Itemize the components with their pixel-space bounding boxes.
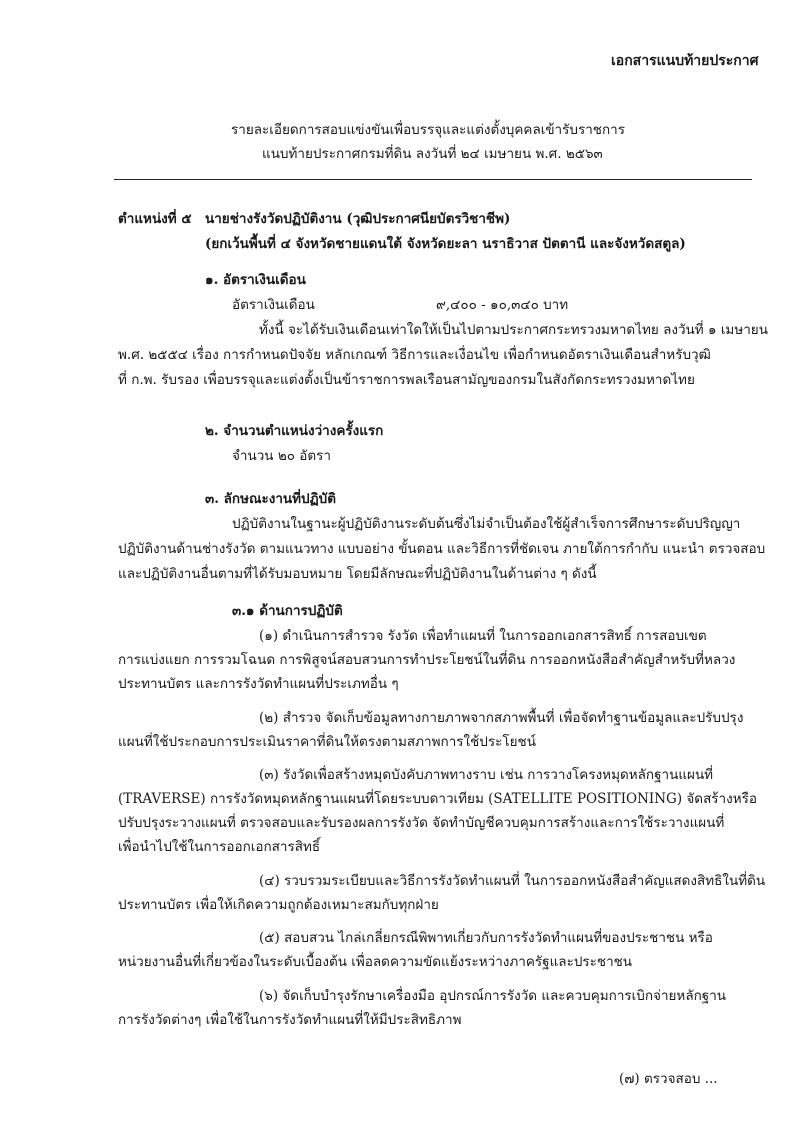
duty-item-line: (TRAVERSE) การรังวัดหมุดหลักฐานแผนที่โดยระบบดาวเทียม (SATELLITE POSITIONING) จัดสร้างหรือ xyxy=(118,791,757,807)
s3-line: ปฏิบัติงานด้านช่างรังวัด ตามแนวทาง แบบอย่าง ขั้นตอน และวิธีการที่ชัดเจน ภายใต้การกำกับ แนะนำ ตรวจสอบ xyxy=(118,541,766,557)
header-line-1: รายละเอียดการสอบแข่งขันเพื่อบรรจุและแต่งตั้งบุคคลเข้ารับราชการ xyxy=(231,122,625,138)
s1-line: ทั้งนี้ จะได้รับเงินเดือนเท่าใดให้เป็นไปตามประกาศกระทรวงมหาดไทย ลงวันที่ ๑ เมษายน xyxy=(259,322,768,338)
duty-item-line: (๖) จัดเก็บบำรุงรักษาเครื่องมือ อุปกรณ์การรังวัด และควบคุมการเบิกจ่ายหลักฐาน xyxy=(259,988,727,1004)
s2-heading: ๒. จำนวนตำแหน่งว่างครั้งแรก xyxy=(205,423,384,439)
s1-salary-value: ๙,๔๐๐ - ๑๐,๓๔๐ บาท xyxy=(436,297,569,313)
s3-sub-heading: ๓.๑ ด้านการปฏิบัติ xyxy=(232,603,343,619)
duty-item-line: (๔) รวบรวมระเบียบและวิธีการรังวัดทำแผนที่ ในการออกหนังสือสำคัญแสดงสิทธิในที่ดิน xyxy=(259,873,766,889)
position-title: นายช่างรังวัดปฏิบัติงาน (วุฒิประกาศนียบัตรวิชาชีพ) xyxy=(205,211,511,227)
duty-item-line: (๕) สอบสวน ไกล่เกลี่ยกรณีพิพาทเกี่ยวกับการรังวัดทำแผนที่ของประชาชน หรือ xyxy=(259,930,713,946)
annex-label: เอกสารแนบท้ายประกาศ xyxy=(611,53,759,69)
duty-item-line: ปรับปรุงระวางแผนที่ ตรวจสอบและรับรองผลการรังวัด จัดทำบัญชีควบคุมการสร้างและการใช้ระวางแผนที่ xyxy=(118,815,725,831)
continuation-marker: (๗) ตรวจสอบ ... xyxy=(619,1071,718,1087)
header-line-2: แนบท้ายประกาศกรมที่ดิน ลงวันที่ ๒๔ เมษายน พ.ศ. ๒๕๖๓ xyxy=(262,146,603,162)
s1-line: พ.ศ. ๒๕๕๔ เรื่อง การกำหนดปัจจัย หลักเกณฑ์ วิธีการและเงื่อนไข เพื่อกำหนดอัตราเงินเดือนสำหรับวุฒิ xyxy=(118,347,711,363)
s3-heading: ๓. ลักษณะงานที่ปฏิบัติ xyxy=(205,491,337,507)
duty-item-line: (๑) ดำเนินการสำรวจ รังวัด เพื่อทำแผนที่ ในการออกเอกสารสิทธิ์ การสอบเขต xyxy=(259,628,707,644)
s3-line: และปฏิบัติงานอื่นตามที่ได้รับมอบหมาย โดยมีลักษณะที่ปฏิบัติงานในด้านต่าง ๆ ดังนี้ xyxy=(118,566,597,582)
s1-line: ที่ ก.พ. รับรอง เพื่อบรรจุและแต่งตั้งเป็นข้าราชการพลเรือนสามัญของกรมในสังกัดกระทรวงมหาดไทย xyxy=(118,372,695,388)
duty-item-line: เพื่อนำไปใช้ในการออกเอกสารสิทธิ์ xyxy=(118,839,321,855)
position-scope: (ยกเว้นพื้นที่ ๔ จังหวัดชายแดนใต้ จังหวัดยะลา นราธิวาส ปัตตานี และจังหวัดสตูล) xyxy=(205,236,686,252)
s1-salary-label: อัตราเงินเดือน xyxy=(232,297,315,313)
duty-item-line: ประทานบัตร และการรังวัดทำแผนที่ประเภทอื่น ๆ xyxy=(118,676,399,692)
duty-item-line: ประทานบัตร เพื่อให้เกิดความถูกต้องเหมาะสมกับทุกฝ่าย xyxy=(118,897,439,913)
duty-item-line: (๓) รังวัดเพื่อสร้างหมุดบังคับภาพทางราบ เช่น การวางโครงหมุดหลักฐานแผนที่ xyxy=(259,767,714,783)
duty-item-line: (๒) สำรวจ จัดเก็บข้อมูลทางกายภาพจากสภาพพื้นที่ เพื่อจัดทำฐานข้อมูลและปรับปรุง xyxy=(259,710,744,726)
s1-heading: ๑. อัตราเงินเดือน xyxy=(205,272,306,288)
duty-item-line: หน่วยงานอื่นที่เกี่ยวข้องในระดับเบื้องต้น เพื่อลดความขัดแย้งระหว่างภาครัฐและประชาชน xyxy=(118,954,633,970)
header-divider xyxy=(114,179,752,180)
duty-item-line: การรังวัดต่างๆ เพื่อใช้ในการรังวัดทำแผนที่ให้มีประสิทธิภาพ xyxy=(118,1012,462,1028)
s3-line: ปฏิบัติงานในฐานะผู้ปฏิบัติงานระดับต้นซึ่งไม่จำเป็นต้องใช้ผู้สำเร็จการศึกษาระดับปริญญา xyxy=(232,516,741,532)
position-label: ตำแหน่งที่ ๕ xyxy=(118,211,192,227)
duty-item-line: การแบ่งแยก การรวมโฉนด การพิสูจน์สอบสวนการทำประโยชน์ในที่ดิน การออกหนังสือสำคัญสำหรับที่หลวง xyxy=(118,652,736,668)
s2-value: จำนวน ๒๐ อัตรา xyxy=(232,448,331,464)
duty-item-line: แผนที่ใช้ประกอบการประเมินราคาที่ดินให้ตรงตามสภาพการใช้ประโยชน์ xyxy=(118,734,536,750)
